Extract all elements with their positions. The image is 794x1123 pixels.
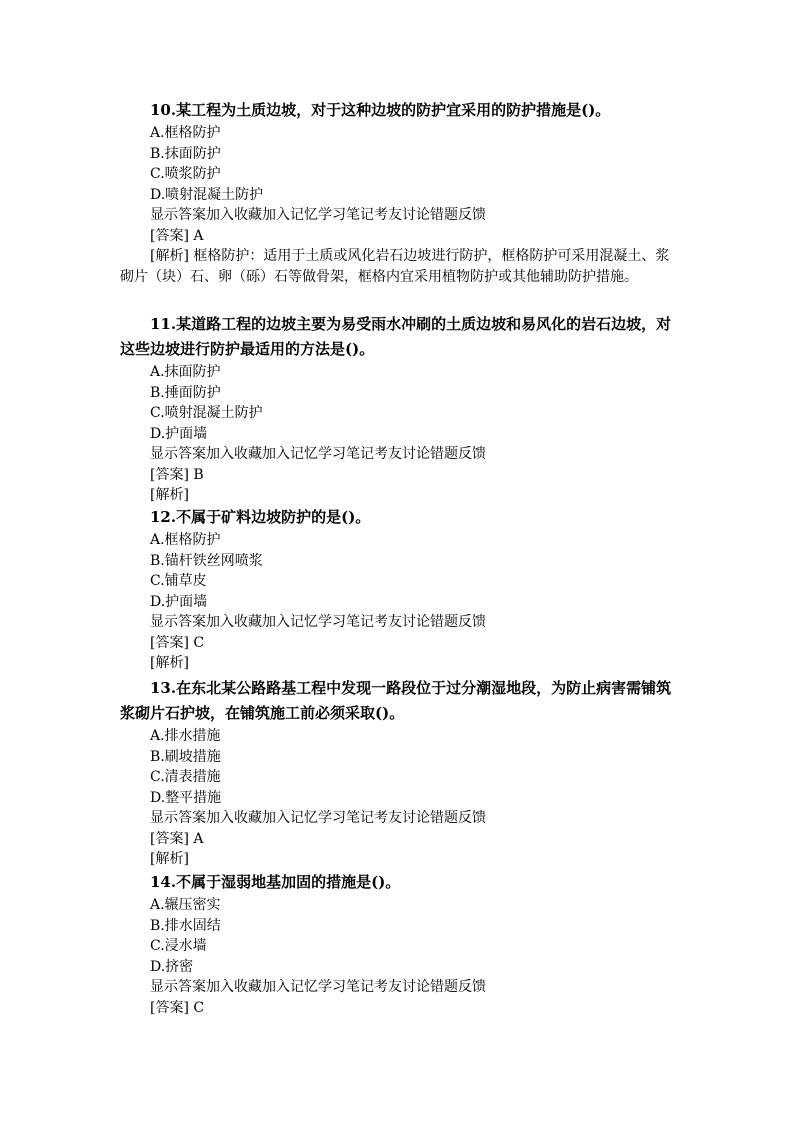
option-d: D.挤密 [150,958,194,975]
question-14 [120,870,680,1018]
option-c: C.浸水墙 [150,938,207,954]
question-title: 12.不属于矿料边坡防护的是()。 [150,508,371,526]
option-d: D.喷射混凝土防护 [150,186,264,203]
analysis: [解析] [150,851,189,867]
answer: [答案] C [150,999,205,1016]
answer: [答案] A [150,830,204,847]
option-b: B.锚杆铁丝网喷浆 [150,552,263,569]
question-10 [120,98,680,287]
question-12 [120,505,680,674]
question-title: 13.在东北某公路路基工程中发现一路段位于过分潮湿地段，为防止病害需铺筑浆砌片石护坡，在铺筑施工前必须采取()。 [120,679,672,722]
option-c: C.铺草皮 [150,573,207,589]
question-13 [120,676,680,870]
option-d: D.护面墙 [150,425,208,442]
option-c: C.清表措施 [150,769,221,785]
question-actions: 显示答案加入收藏加入记忆学习笔记考友讨论错题反馈 [150,979,486,995]
option-d: D.整平措施 [150,789,222,806]
answer: [答案] A [150,227,204,244]
option-b: B.排水固结 [150,917,221,934]
option-b: B.抹面防护 [150,145,221,162]
question-actions: 显示答案加入收藏加入记忆学习笔记考友讨论错题反馈 [150,446,486,462]
answer: [答案] B [150,466,204,483]
option-a: A.框格防护 [150,532,221,548]
question-11 [120,312,680,506]
question-title: 11.某道路工程的边坡主要为易受雨水冲刷的土质边坡和易风化的岩石边坡，对这些边坡进行防护最适用的方法是()。 [120,315,672,358]
option-a: A.辗压密实 [150,897,221,913]
answer: [答案] C [150,634,205,651]
option-d: D.护面墙 [150,593,208,610]
question-actions: 显示答案加入收藏加入记忆学习笔记考友讨论错题反馈 [150,614,486,630]
option-c: C.喷射混凝土防护 [150,405,263,421]
question-actions: 显示答案加入收藏加入记忆学习笔记考友讨论错题反馈 [150,207,486,223]
option-a: A.框格防护 [150,125,221,141]
analysis: [解析] [150,487,189,503]
option-b: B.捶面防护 [150,384,221,401]
option-a: A.抹面防护 [150,364,221,380]
analysis: [解析] 框格防护：适用于土质或风化岩石边坡进行防护，框格防护可采用混凝土、浆砌片（块）石、卵（砾）石等做骨架，框格内宜采用植物防护或其他辅助防护措施。 [120,248,670,285]
question-actions: 显示答案加入收藏加入记忆学习笔记考友讨论错题反馈 [150,810,486,826]
option-b: B.刷坡措施 [150,748,221,765]
question-title: 14.不属于湿弱地基加固的措施是()。 [150,873,401,891]
question-title: 10.某工程为土质边坡，对于这种边坡的防护宜采用的防护措施是()。 [150,101,611,119]
option-c: C.喷浆防护 [150,166,221,182]
option-a: A.排水措施 [150,728,221,744]
analysis: [解析] [150,655,189,671]
